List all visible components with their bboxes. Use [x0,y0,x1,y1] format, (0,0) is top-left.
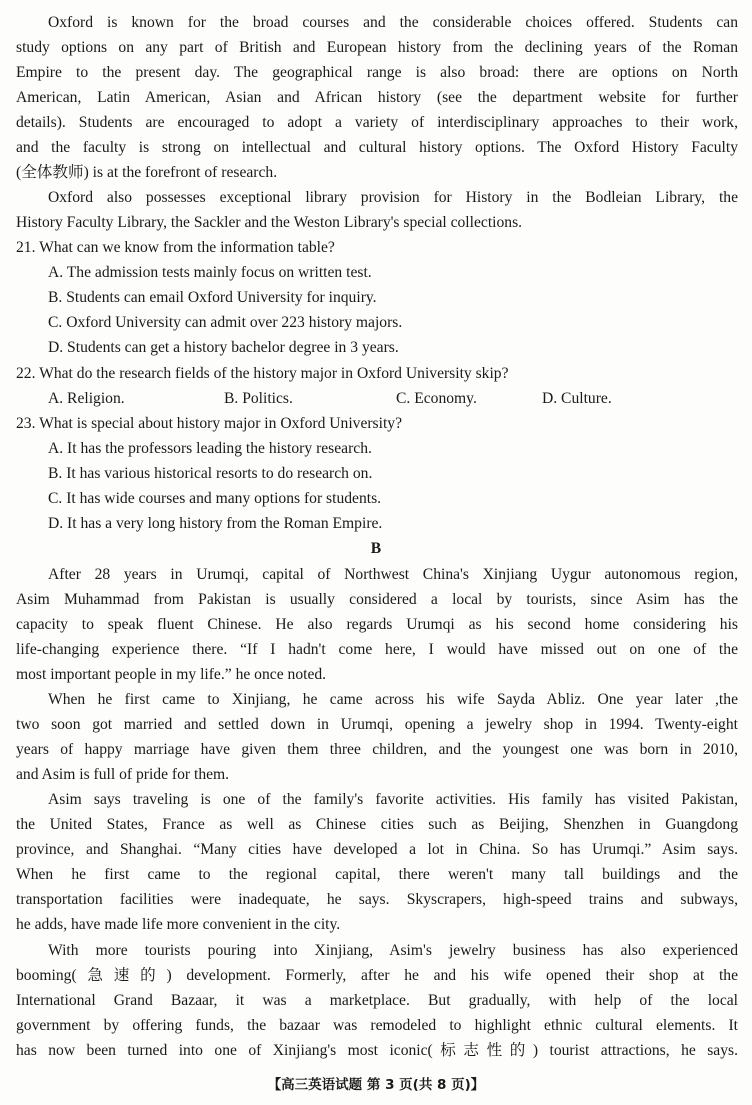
passage-a-line: Oxford also possesses exceptional library provision for History in the Bodleian Library, the [48,189,738,206]
question-21-stem: 21. What can we know from the information table? [16,239,335,256]
question-23-option-b: B. It has various historical resorts to do research on. [48,465,373,482]
question-22-option-a: A. Religion. [48,390,125,407]
passage-b-line: he adds, have made life more convenient in the city. [16,916,341,933]
question-22-option-d: D. Culture. [542,390,612,407]
passage-b-line: When he first came to the regional capital, there weren't many tall buildings and the [16,866,738,883]
passage-a-line: (全体教师) is at the forefront of research. [16,164,278,181]
passage-b-line: International Grand Bazaar, it was a marketplace. But gradually, with help of the local [16,992,738,1009]
passage-b-line: most important people in my life.” he once noted. [16,666,327,683]
question-23-option-c: C. It has wide courses and many options for students. [48,490,382,507]
passage-b-line: life-changing experience there. “If I hadn't come here, I would have missed out on one of the [16,641,738,658]
question-21-option-a: A. The admission tests mainly focus on written test. [48,264,372,281]
question-22-options [48,386,738,411]
passage-b-line: Asim says traveling is one of the family's favorite activities. His family has visited Pakistan, [48,791,738,808]
passage-a-line: History Faculty Library, the Sackler and the Weston Library's special collections. [16,214,523,231]
passage-b-line: When he first came to Xinjiang, he came across his wife Sayda Abliz. One year later ,the [48,691,738,708]
question-21-option-b: B. Students can email Oxford University for inquiry. [48,289,377,306]
question-23-option-a: A. It has the professors leading the history research. [48,440,372,457]
passage-b-line: capacity to speak fluent Chinese. He also regards Urumqi as his second home considering his [16,616,738,633]
passage-b-line: Asim Muhammad from Pakistan is usually considered a local by tourists, since Asim has the [16,591,738,608]
question-22-option-c: C. Economy. [396,390,477,407]
passage-b-line: has now been turned into one of Xinjiang's most iconic(标志性的) tourist attractions, he says. [16,1042,738,1059]
passage-b-line: two soon got married and settled down in Urumqi, opening a jewelry shop in 1994. Twenty-eight [16,716,738,733]
passage-a-line: Empire to the present day. The geographical range is also broad: there are options on North [16,64,738,81]
passage-a-line: and the faculty is strong on intellectual and cultural history options. The Oxford History Faculty [16,139,738,156]
passage-a-line: study options on any part of British and European history from the declining years of the Roman [16,39,738,56]
passage-a-line: details). Students are encouraged to adopt a variety of interdisciplinary approaches to their work, [16,114,738,131]
section-b-heading: B [370,540,382,557]
question-23-stem: 23. What is special about history major in Oxford University? [16,415,403,432]
question-21-option-d: D. Students can get a history bachelor degree in 3 years. [48,339,399,356]
passage-a-line: American, Latin American, Asian and African history (see the department website for further [16,89,738,106]
passage-a-line: Oxford is known for the broad courses and the considerable choices offered. Students can [48,14,738,31]
passage-b-line: years of happy marriage have given them three children, and the youngest one was born in 2010, [16,741,738,758]
passage-b-line: government by offering funds, the bazaar was remodeled to highlight ethnic cultural elements. It [16,1017,738,1034]
passage-b-line: After 28 years in Urumqi, capital of Northwest China's Xinjiang Uygur autonomous region, [48,566,738,583]
passage-b-line: transportation facilities were inadequate, he says. Skyscrapers, high-speed trains and subways, [16,891,738,908]
passage-b-line: and Asim is full of pride for them. [16,766,230,783]
page-footer: 【高三英语试题 第 3 页(共 8 页)】 [267,1077,485,1093]
passage-b-line: the United States, France as well as Chinese cities such as Beijing, Shenzhen in Guangdong [16,816,738,833]
question-22-option-b: B. Politics. [224,390,293,407]
passage-b-line: booming(急速的) development. Formerly, after he and his wife opened their shop at the [16,967,738,984]
passage-b-line: With more tourists pouring into Xinjiang, Asim's jewelry business has also experienced [48,942,738,959]
question-21-option-c: C. Oxford University can admit over 223 history majors. [48,314,403,331]
question-23-option-d: D. It has a very long history from the Roman Empire. [48,515,383,532]
question-22-stem: 22. What do the research fields of the history major in Oxford University skip? [16,365,509,382]
passage-b-line: province, and Shanghai. “Many cities have developed a lot in China. So has Urumqi.” Asim says. [16,841,738,858]
